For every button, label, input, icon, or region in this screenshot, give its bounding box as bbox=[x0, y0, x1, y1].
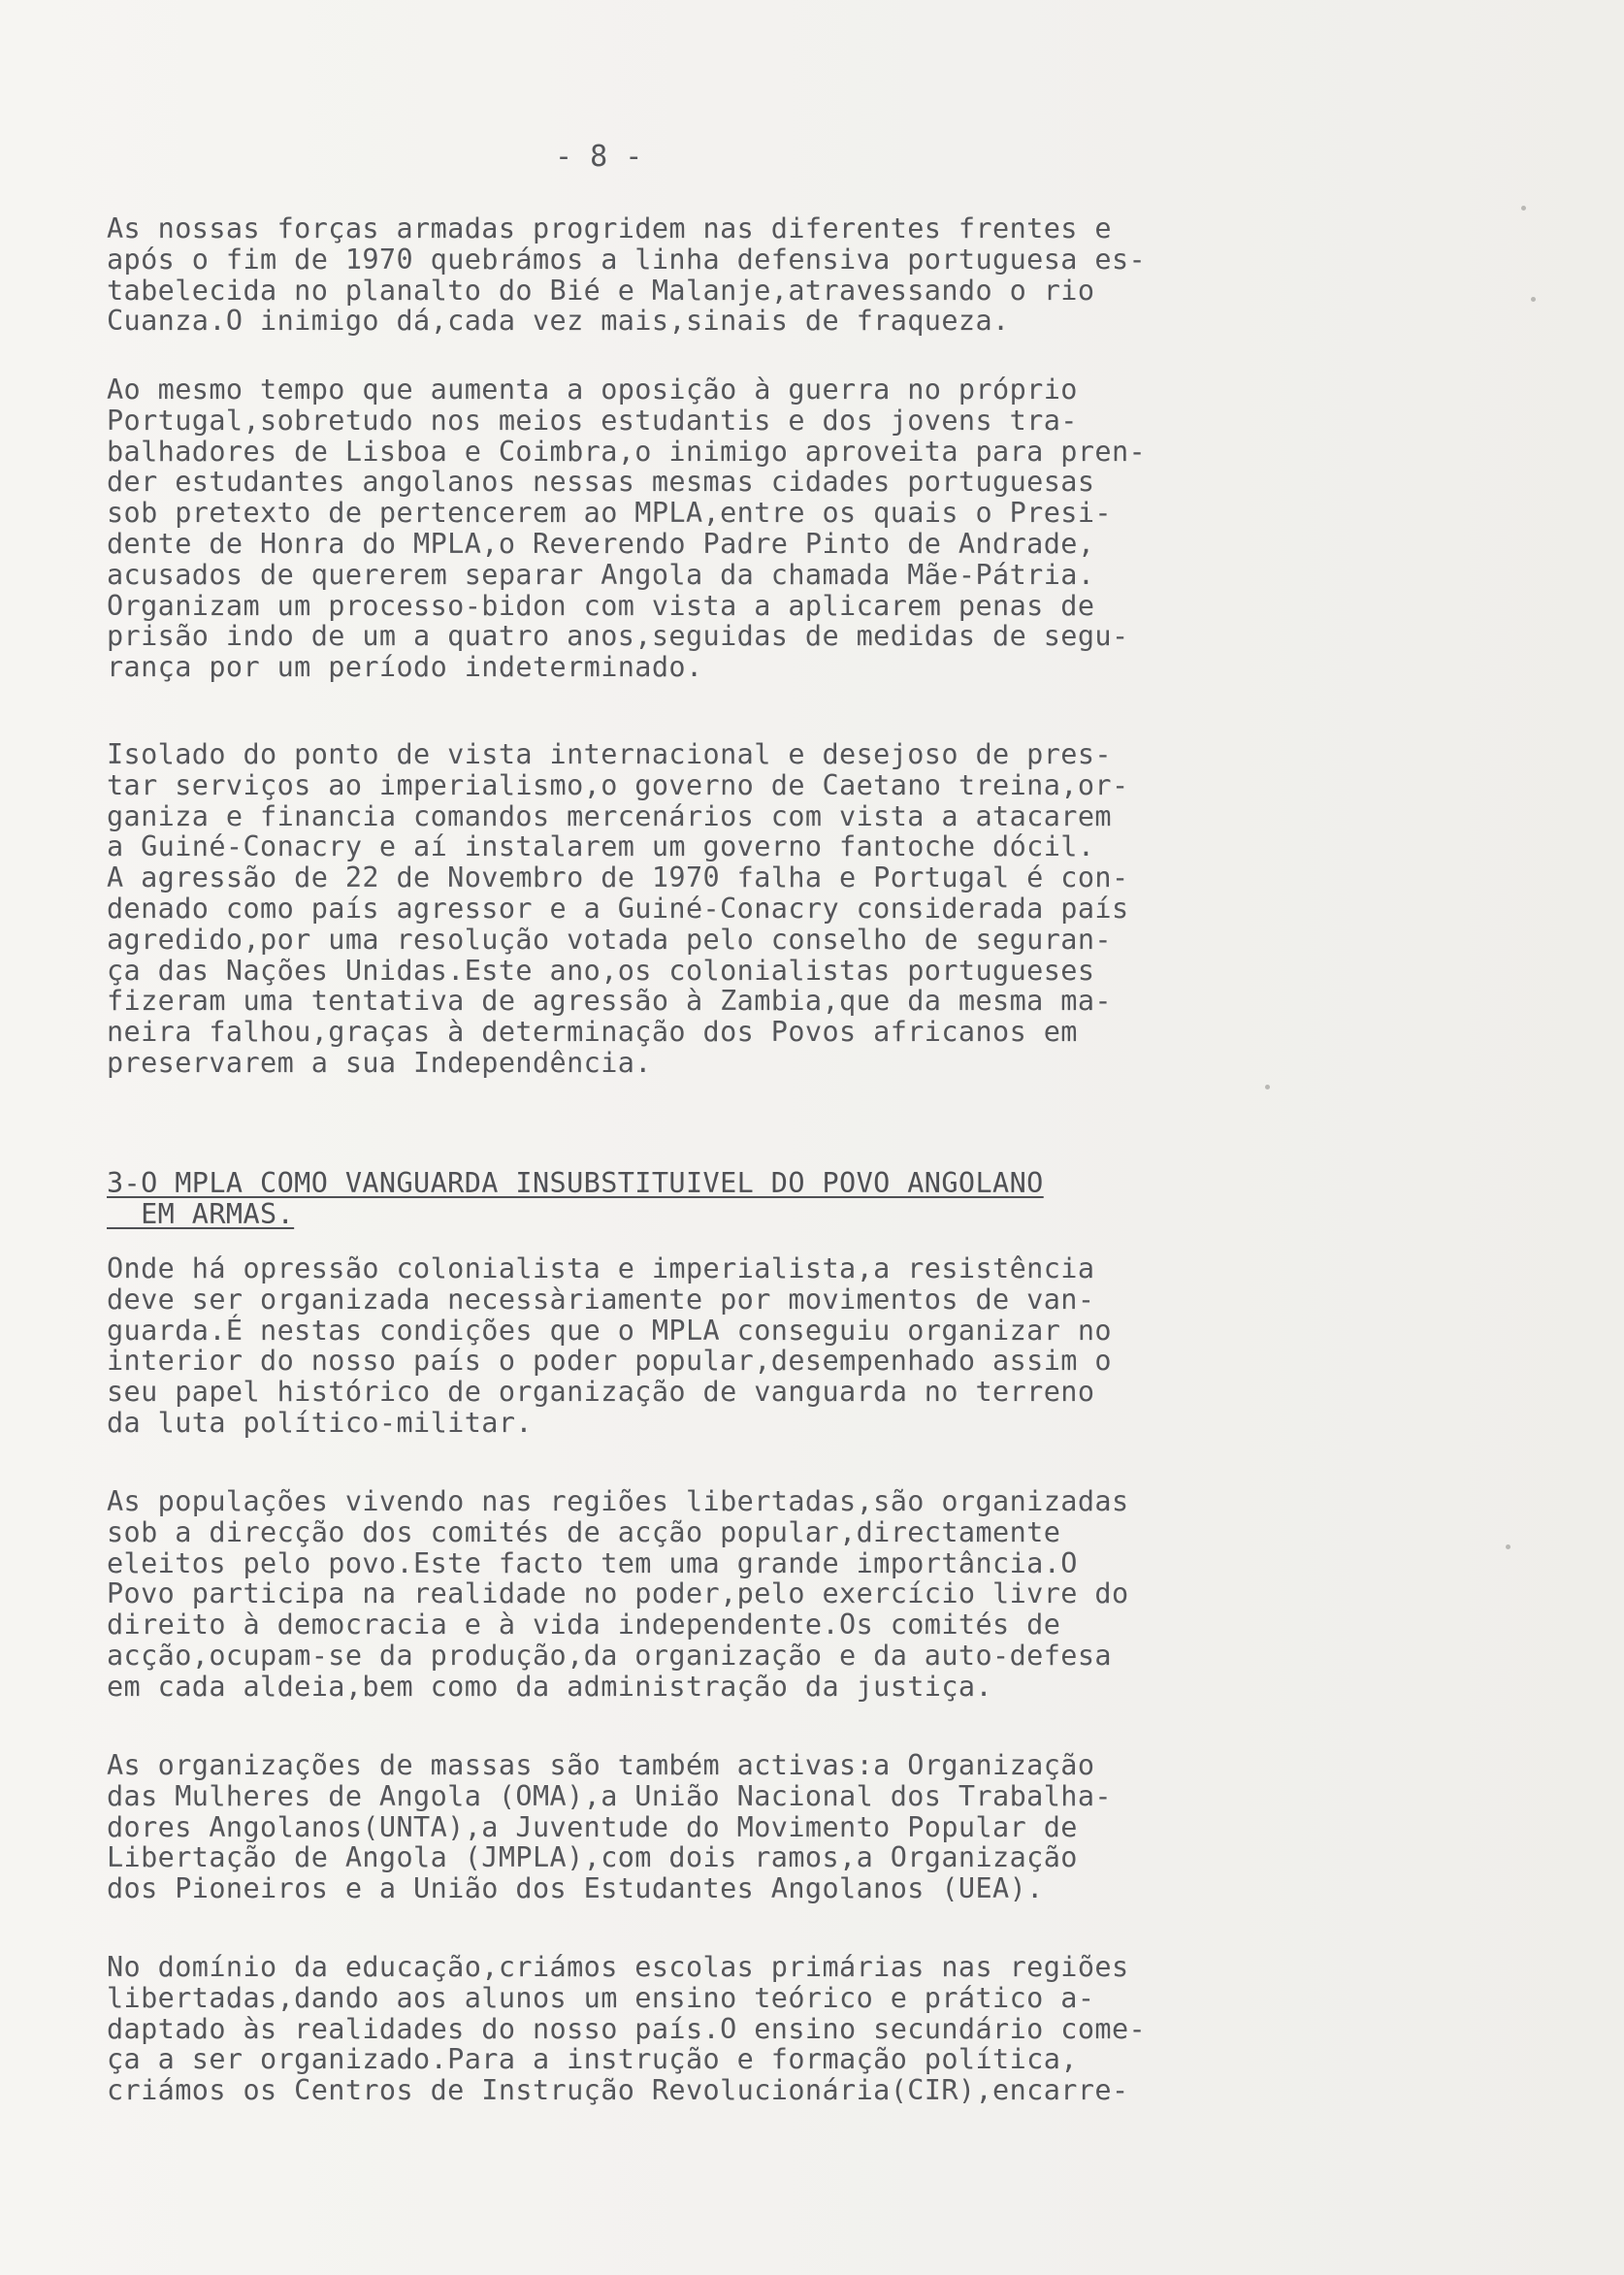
paragraph-mass-organizations: As organizações de massas são também activas:a Organização das Mulheres de Angola (OMA),a União Nacional dos Trabalha- dores Angolanos(UNTA),a Juventude do Movimento Popular de Libertação de Angola (JMPLA),com dois ramos,a Organização dos Pioneiros e a União dos Estudantes Angolanos (UEA). bbox=[107, 1749, 1112, 1905]
paper-speck bbox=[1265, 1085, 1270, 1089]
paragraph-liberated-regions: As populações vivendo nas regiões libertadas,são organizadas sob a direcção dos comités de acção popular,directamente eleitos pelo povo.Este facto tem uma grande importância.O Povo participa na realidade no poder,pelo exercício livre do direito à democracia e à vida independente.Os comités de acção,ocupam-se da produção,da organização e da auto-defesa em cada aldeia,bem como da administração da justiça. bbox=[107, 1485, 1129, 1703]
page-number: - 8 - bbox=[555, 140, 643, 174]
paragraph-vanguard-resistance: Onde há opressão colonialista e imperialista,a resistência deve ser organizada necessàriamente por movimentos de van- guarda.É nestas condições que o MPLA conseguiu organizar no interior do nosso país o poder popular,desempenhado assim o seu papel histórico de organização de vanguarda no terreno da luta político-militar. bbox=[107, 1252, 1112, 1439]
paper-speck bbox=[1531, 297, 1536, 302]
paper-speck bbox=[1506, 1544, 1510, 1549]
paragraph-isolation-caetano: Isolado do ponto de vista internacional e desejoso de pres- tar serviços ao imperialismo,o governo de Caetano treina,or- ganiza e financia comandos mercenários com vista a atacarem a Guiné-Conacry e aí instalarem um governo fantoche dócil. A agressão de 22 de Novembro de 1970 falha e Portugal é con- denado como país agressor e a Guiné-Conacry considerada país agredido,por uma resolução votada pelo conselho de seguran- ça das Nações Unidas.Este ano,os colonialistas portugueses fizeram uma tentativa de agressão à Zambia,que da mesma ma- neira falhou,graças à determinação dos Povos africanos em preservarem a sua Independência. bbox=[107, 738, 1129, 1079]
section-heading: 3-O MPLA COMO VANGUARDA INSUBSTITUIVEL DO POVO ANGOLANO EM ARMAS. bbox=[107, 1167, 1044, 1230]
paper-speck bbox=[1521, 206, 1526, 211]
paragraph-armed-forces: As nossas forças armadas progridem nas diferentes frentes e após o fim de 1970 quebrámos a linha defensiva portuguesa es- tabelecida no planalto do Bié e Malanje,atravessando o rio Cuanza.O inimigo dá,cada vez mais,sinais de fraqueza. bbox=[107, 212, 1147, 338]
paragraph-education: No domínio da educação,criámos escolas primárias nas regiões libertadas,dando aos alunos um ensino teórico e prático a- daptado às realidades do nosso país.O ensino secundário come- ça a ser organizado.Para a instrução e formação política, criámos os Centros de Instrução Revolucionária(CIR),encarre- bbox=[107, 1951, 1147, 2107]
paragraph-opposition-portugal: Ao mesmo tempo que aumenta a oposição à guerra no próprio Portugal,sobretudo nos meios estudantis e dos jovens tra- balhadores de Lisboa e Coimbra,o inimigo aproveita para pren- der estudantes angolanos nessas mesmas cidades portuguesas sob pretexto de pertencerem ao MPLA,entre os quais o Presi- dente de Honra do MPLA,o Reverendo Padre Pinto de Andrade, acusados de quererem separar Angola da chamada Mãe-Pátria. Organizam um processo-bidon com vista a aplicarem penas de prisão indo de um a quatro anos,seguidas de medidas de segu- rança por um período indeterminado. bbox=[107, 374, 1147, 684]
